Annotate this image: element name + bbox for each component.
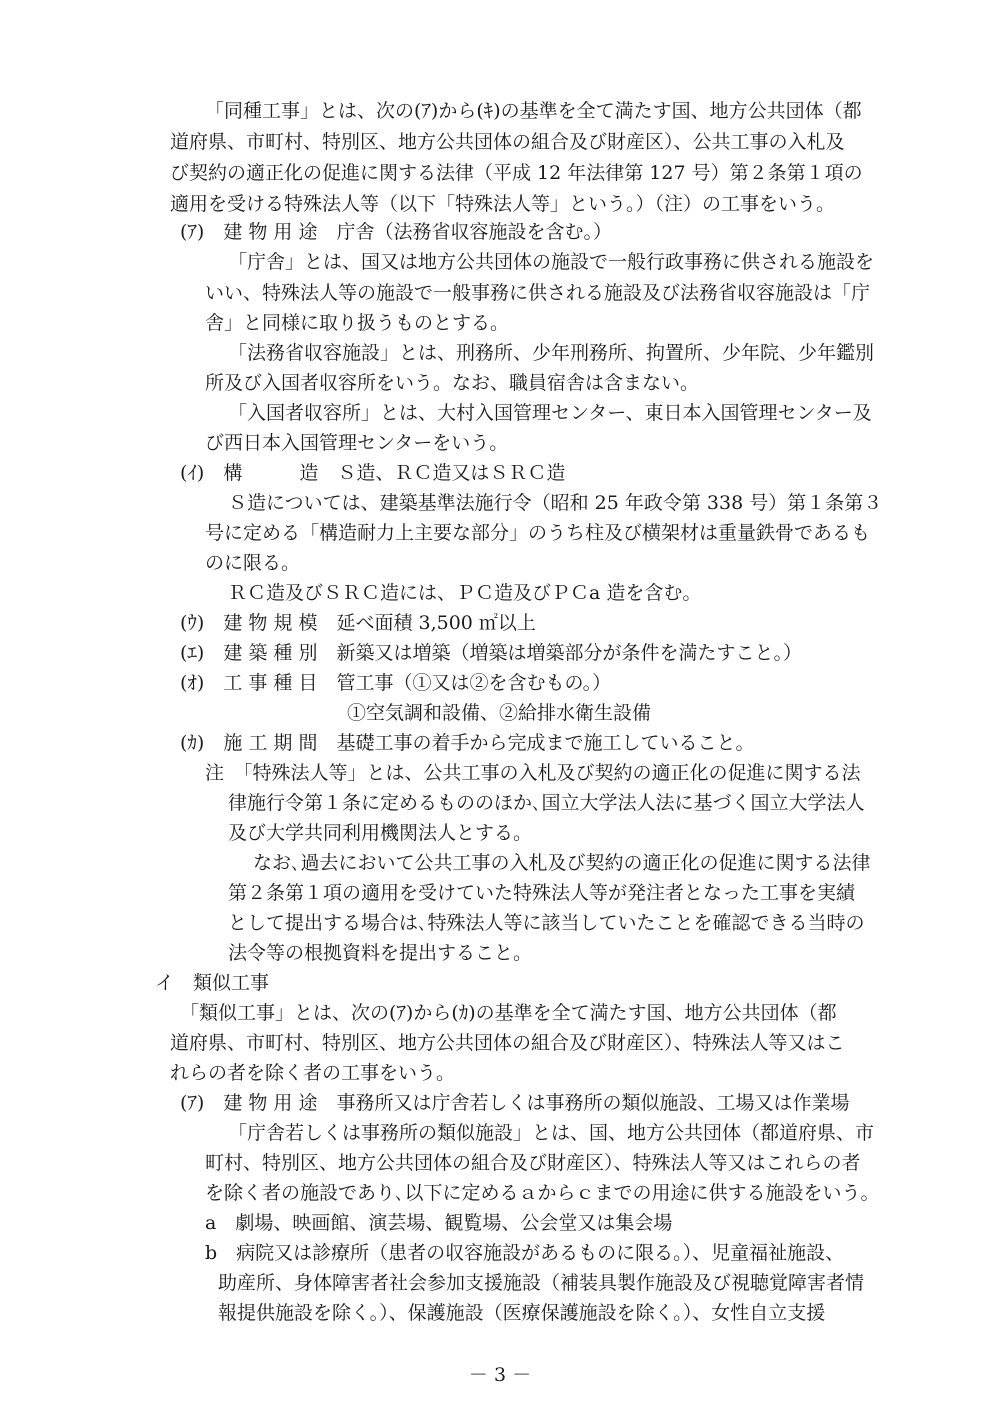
text-line-38: a 劇場、映画館、演芸場、観覧場、公会堂又は集会場 — [205, 1212, 673, 1234]
text-line-31: 「類似工事」とは、次の(ｱ)から(ｶ)の基準を全て満たす国、地方公共団体（都 — [180, 1002, 837, 1024]
text-line-13: (ｲ) 構 造 Ｓ造、ＲＣ造又はＳＲＣ造 — [180, 462, 566, 484]
text-line-23: 注 「特殊法人等」とは、公共工事の入札及び契約の適正化の促進に関する法 — [205, 762, 861, 784]
text-line-8: 舎」と同様に取り扱うものとする。 — [205, 312, 510, 334]
text-line-36: 町村、特別区、地方公共団体の組合及び財産区）、特殊法人等又はこれらの者 — [205, 1152, 861, 1174]
page-number: － 3 － — [468, 1364, 532, 1386]
text-line-40: 助産所、身体障害者社会参加支援施設（補装具製作施設及び視聴覚障害者情 — [218, 1272, 865, 1294]
text-line-11: 「入国者収容所」とは、大村入国管理センター、東日本入国管理センター及 — [228, 402, 872, 424]
section-heading-i: イ 類似工事 — [155, 972, 270, 994]
text-line-9: 「法務省収容施設」とは、刑務所、少年刑務所、拘置所、少年院、少年鑑別 — [228, 342, 875, 364]
text-line-3: び契約の適正化の促進に関する法律（平成 12 年法律第 127 号）第２条第１項の — [170, 162, 863, 184]
text-line-4: 適用を受ける特殊法人等（以下「特殊法人等」という。）（注）の工事をいう。 — [170, 193, 836, 215]
text-line-34: (ｱ) 建 物 用 途 事務所又は庁舎若しくは事務所の類似施設、工場又は作業場 — [180, 1092, 850, 1114]
text-line-25: 及び大学共同利用機関法人とする。 — [228, 822, 533, 844]
text-line-15: 号に定める「構造耐力上主要な部分」のうち柱及び横架材は重量鉄骨であるも — [205, 522, 871, 544]
text-line-20: (ｵ) 工 事 種 目 管工事（①又は②を含むもの。） — [180, 672, 612, 694]
text-line-1: 「同種工事」とは、次の(ｱ)から(ｷ)の基準を全て満たす国、地方公共団体（都 — [205, 100, 862, 122]
text-line-16: のに限る。 — [205, 552, 301, 574]
text-line-28: として提出する場合は､特殊法人等に該当していたことを確認できる当時の — [228, 912, 865, 934]
text-line-18: (ｳ) 建 物 規 模 延べ面積 3,500 ㎡以上 — [180, 612, 536, 634]
text-line-26: なお､過去において公共工事の入札及び契約の適正化の促進に関する法律 — [253, 852, 871, 874]
text-line-17: ＲＣ造及びＳＲＣ造には、ＰＣ造及びＰＣa 造を含む。 — [228, 582, 702, 604]
text-line-14: Ｓ造については、建築基準法施行令（昭和 25 年政令第 338 号）第１条第３ — [228, 492, 883, 514]
text-line-29: 法令等の根拠資料を提出すること。 — [228, 942, 533, 964]
text-line-39: b 病院又は診療所（患者の収容施設があるものに限る。）、児童福祉施設、 — [205, 1242, 845, 1264]
text-line-6: 「庁舎」とは、国又は地方公共団体の施設で一般行政事務に供される施設を — [228, 251, 875, 273]
text-line-35: 「庁舎若しくは事務所の類似施設」とは、国、地方公共団体（都道府県、市 — [228, 1122, 875, 1144]
text-line-22: (ｶ) 施 工 期 間 基礎工事の着手から完成まで施工していること。 — [180, 732, 755, 754]
text-line-5: (ｱ) 建 物 用 途 庁舎（法務省収容施設を含む。） — [180, 221, 612, 243]
text-line-33: れらの者を除く者の工事をいう。 — [170, 1062, 456, 1084]
text-line-41: 報提供施設を除く。）、保護施設（医療保護施設を除く。）、女性自立支援 — [218, 1302, 826, 1324]
text-line-21: ①空気調和設備、②給排水衛生設備 — [347, 702, 652, 724]
text-line-19: (ｴ) 建 築 種 別 新築又は増築（増築は増築部分が条件を満たすこと。） — [180, 642, 802, 664]
text-line-27: 第２条第１項の適用を受けていた特殊法人等が発注者となった工事を実績 — [228, 882, 856, 904]
text-line-37: を除く者の施設であり､以下に定めるａからｃまでの用途に供する施設をいう。 — [205, 1182, 880, 1204]
text-line-12: び西日本入国管理センターをいう。 — [205, 432, 509, 454]
text-line-24: 律施行令第１条に定めるもののほか､国立大学法人法に基づく国立大学法人 — [228, 792, 865, 814]
text-line-32: 道府県、市町村、特別区、地方公共団体の組合及び財産区）、特殊法人等又はこ — [170, 1032, 845, 1054]
text-line-10: 所及び入国者収容所をいう。なお、職員宿舎は含まない。 — [205, 372, 700, 394]
text-line-2: 道府県、市町村、特別区、地方公共団体の組合及び財産区）、公共工事の入札及 — [170, 131, 845, 153]
text-line-7: いい、特殊法人等の施設で一般事務に供される施設及び法務省収容施設は「庁 — [205, 282, 871, 304]
